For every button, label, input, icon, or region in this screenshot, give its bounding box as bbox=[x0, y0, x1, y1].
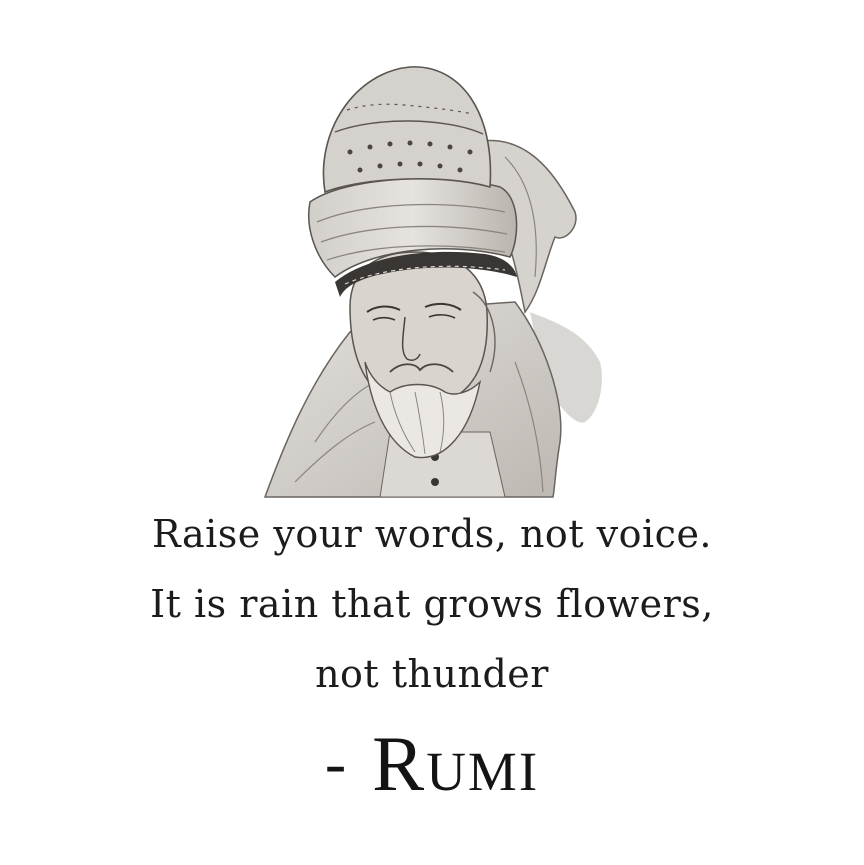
author-attribution bbox=[0, 720, 864, 807]
quote-line-2: It is rain that grows flowers, bbox=[150, 582, 714, 626]
author-name: Rumi bbox=[372, 720, 540, 807]
dome-cap-shape bbox=[323, 67, 490, 192]
quote-line-3: not thunder bbox=[315, 652, 549, 696]
button-dot bbox=[431, 478, 439, 486]
quote-line-1: Raise your words, not voice. bbox=[151, 512, 713, 556]
attribution-dash: - bbox=[324, 727, 347, 798]
rumi-portrait-sketch bbox=[255, 62, 625, 502]
